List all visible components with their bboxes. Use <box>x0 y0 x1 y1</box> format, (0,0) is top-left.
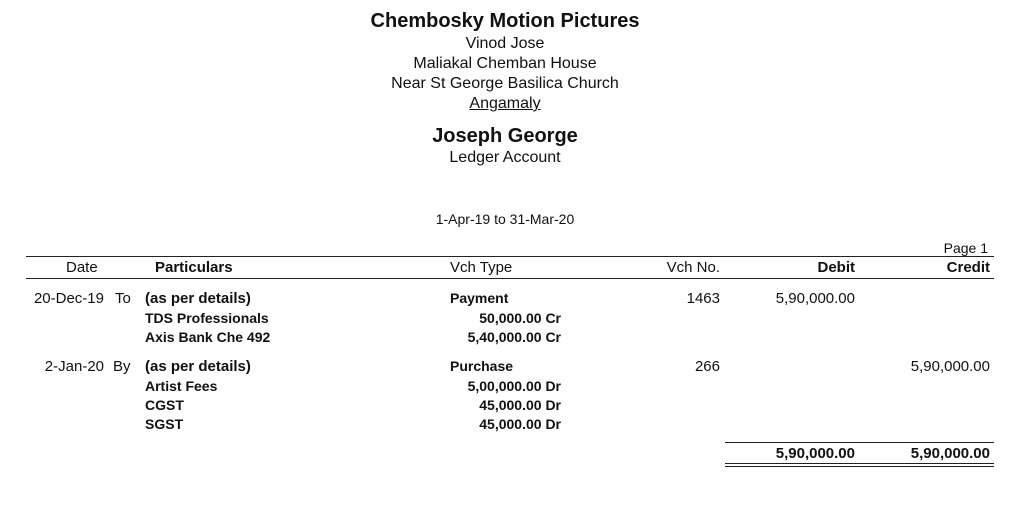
entry-vch-type: Purchase <box>450 358 514 374</box>
col-date: Date <box>66 259 98 276</box>
entry-vch-no: 266 <box>694 358 720 375</box>
entry-particulars: (as per details) <box>145 358 251 375</box>
company-name: Chembosky Motion Pictures <box>370 10 640 32</box>
header-bottom-rule <box>26 278 994 279</box>
header-top-rule <box>26 256 994 257</box>
entry-credit: 5,90,000.00 <box>910 358 990 375</box>
entry-date: 2-Jan-20 <box>44 358 104 375</box>
report-header <box>0 8 1010 168</box>
totals-double-rule-2 <box>725 466 994 467</box>
detail-amount: 50,000.00 Cr <box>479 310 561 326</box>
total-debit: 5,90,000.00 <box>775 445 855 462</box>
detail-name: Artist Fees <box>145 378 218 394</box>
col-debit: Debit <box>817 259 855 276</box>
address-line-4: Angamaly <box>469 95 541 112</box>
col-particulars: Particulars <box>155 259 233 276</box>
detail-amount: 5,00,000.00 Dr <box>467 378 561 394</box>
detail-amount: 45,000.00 Dr <box>479 397 561 413</box>
address-line-3: Near St George Basilica Church <box>391 75 619 92</box>
col-vch-no: Vch No. <box>666 259 720 276</box>
address-line-2: Maliakal Chemban House <box>413 55 597 72</box>
detail-amount: 45,000.00 Dr <box>479 416 561 432</box>
entry-direction: To <box>115 290 131 307</box>
detail-name: CGST <box>145 397 184 413</box>
entry-vch-type: Payment <box>450 290 509 306</box>
entry-date: 20-Dec-19 <box>33 290 104 307</box>
entry-particulars: (as per details) <box>145 290 251 307</box>
totals-double-rule-1 <box>725 463 994 464</box>
col-vch-type: Vch Type <box>450 259 513 276</box>
account-type: Ledger Account <box>449 149 561 166</box>
page-number: Page 1 <box>943 240 988 256</box>
account-name: Joseph George <box>432 125 578 147</box>
detail-amount: 5,40,000.00 Cr <box>467 329 561 345</box>
report-period: 1-Apr-19 to 31-Mar-20 <box>435 211 575 227</box>
entry-debit: 5,90,000.00 <box>775 290 855 307</box>
totals-top-rule <box>725 442 994 443</box>
address-line-1: Vinod Jose <box>465 35 545 52</box>
entry-direction: By <box>113 358 131 375</box>
detail-name: Axis Bank Che 492 <box>145 329 271 345</box>
detail-name: TDS Professionals <box>145 310 269 326</box>
entry-vch-no: 1463 <box>686 290 720 307</box>
total-credit: 5,90,000.00 <box>910 445 990 462</box>
col-credit: Credit <box>946 259 990 276</box>
detail-name: SGST <box>145 416 184 432</box>
